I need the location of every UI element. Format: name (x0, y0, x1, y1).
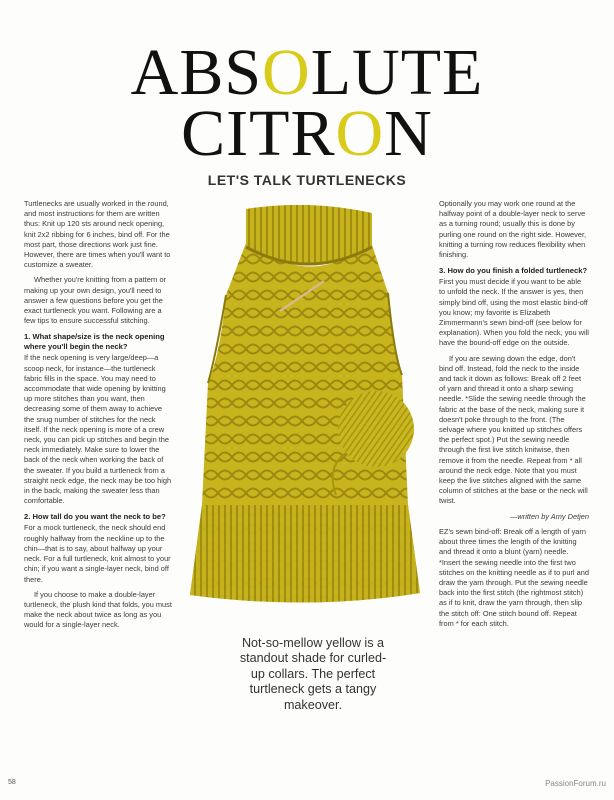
answer-3b: If you are sewing down the edge, don't bind off. Instead, fold the neck to the inside and tack it down as follows: Break off 2 feet of yarn and thread it onto a sharp sewing needle. *Slide the sewing needle through the fabric at the base of the neck, making sure it doesn't poke through to the front. (The selvage where you knitted up stitches offers the perfect spot.) Put the sewing needle through the first live stitch knitwise, then remove it from the needle. Repeat from * all around the neck edge. Note that you must keep the live stitches aligned with the same column of stitches at the base or the neck will twist. (439, 353, 588, 506)
headline-line-1: ABSOLUTE (130, 36, 484, 109)
answer-2b: If you choose to make a double-layer turtleneck, the plush kind that folds, you must make the neck about twice as long as you would for a single-layer neck. (24, 589, 172, 630)
turning-round-paragraph: Optionally you may work one round at the halfway point of a double-layer neck to serve as a turning round; usually this is done by purling one round on the right side. However, knitting a turning row reduces flexibility when finishing. (439, 199, 587, 260)
subtitle: LET'S TALK TURTLENECKS (207, 172, 407, 188)
question-2-heading: 2. How tall do you want the neck to be? (24, 512, 166, 522)
answer-3: First you must decide if you want to be able to unfold the neck. If the answer is yes, then simply bind off, using the most elastic bind-off you know; my favorite is Elizabeth Zimmermann's sewn bind-off (see below for explanation). When you fold the neck, you will have the bound-off edge on the outside. (439, 277, 589, 348)
answer-1: If the neck opening is very large/deep—a scoop neck, for instance—the turtleneck fabric fills in the space. You may need to accommodate that wide opening by knitting up more stitches than you want, then decreasing some of them away to achieve the snug number of stitches for the neck itself. If the neck opening is more of a crew neck, you can pick up stitches and begin the neck immediately. Make sure to lower the back of the neck when working the back of the sweater. If you build a turtleneck from a straight neck edge, the neck may be too high in the back, making the sweater less than comfortable. (24, 353, 172, 506)
question-3-heading: 3. How do you finish a folded turtleneck? (439, 266, 588, 276)
page-number: 58 (8, 779, 16, 786)
sweater-photo (176, 205, 438, 615)
question-1-heading: 1. What shape/size is the neck opening where you'll begin the neck? (24, 332, 165, 352)
intro-paragraph-2: Whether you're knitting from a pattern or making up your own design, you'll need to answer a few questions before you get the exact turtleneck you want. Following are a few tips to ensure successful stitching. (24, 275, 167, 326)
sweater-hem (190, 505, 420, 603)
right-column (439, 199, 589, 634)
headline-line-2: CITRON (181, 97, 433, 170)
left-column (24, 199, 174, 636)
yarn-ball (338, 391, 414, 467)
author-credit: —written by Amy Detjen (510, 511, 589, 521)
site-watermark: PassionForum.ru (545, 779, 606, 788)
sewn-bind-off-tip: EZ's sewn bind-off: Break off a length of yarn about three times the length of the knitting and thread it onto a blunt (yarn) needle. *Insert the sewing needle into the first two stitches on the knitting needle as if to purl and draw the yarn through. Put the sewing needle back into the first stitch (the rightmost stitch) as if to knit, draw the yarn through, then slip the stitch off: One stitch bound off. Repeat from * for each stitch. (439, 526, 589, 628)
intro-paragraph: Turtlenecks are usually worked in the round, and most instructions for them are written thus: Knit up 120 sts around neck opening, knit 2x2 ribbing for 6 inches, bind off. For the most part, those directions work just fine. However, there are times when you'll want to customize a sweater. (24, 199, 171, 270)
answer-2: For a mock turtleneck, the neck should end roughly halfway from the neckline up to the chin—that is to say, about halfway up your neck. For a full turtleneck, knit almost to your chin; if you want a single-layer neck, bind off there. (24, 523, 171, 584)
photo-caption: Not-so-mellow yellow is a standout shade for curled-up collars. The perfect turtleneck gets a tangy makeover. (239, 636, 387, 712)
